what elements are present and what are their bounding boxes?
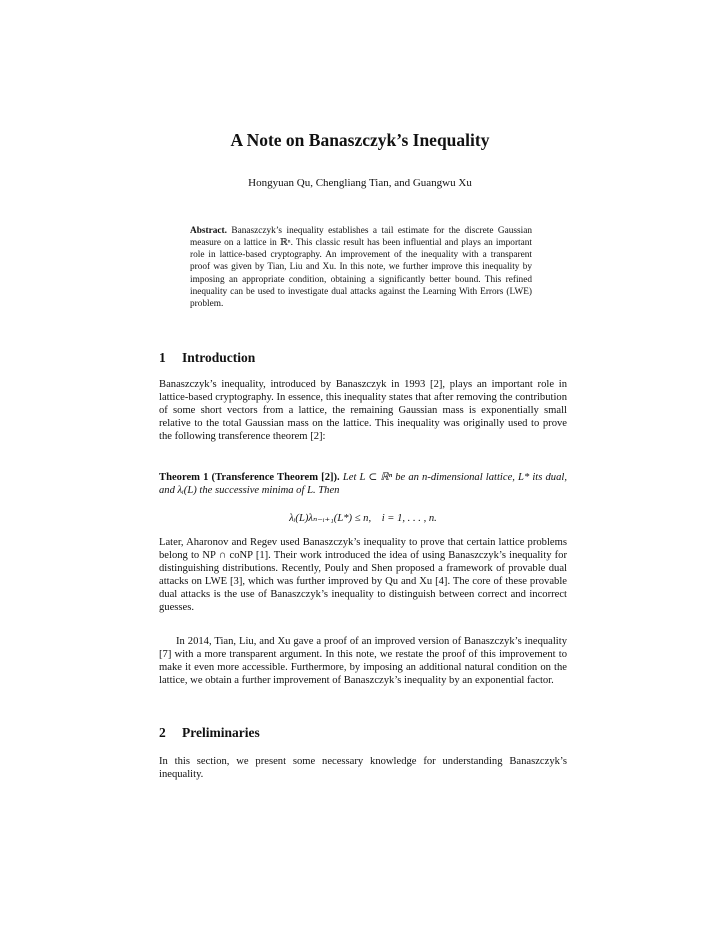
section-title: Preliminaries <box>182 725 260 740</box>
arxiv-watermark <box>14 256 54 676</box>
section-title: Introduction <box>182 350 256 365</box>
introduction-paragraph-1: Banaszczyk’s inequality, introduced by Banaszczyk in 1993 [2], plays an important role in lattice-based cryptography. In essence, this inequality states that after removing the contribution of some short vectors from a lattice, the remaining Gaussian mass is exponentially small relative to the total Gaussian mass on the lattice. This inequality was originally used to prove the following transference theorem [2]: <box>159 379 567 443</box>
introduction-paragraph-2: Later, Aharonov and Regev used Banaszczyk’s inequality to prove that certain lattice problems belong to NP ∩ coNP [1]. Their work introduced the idea of using Banaszczyk’s inequality for distinguishing distributions. Recently, Pouly and Shen proposed a framework of provable dual attacks on LWE [3], which was further improved by Qu and Xu [4]. The core of these provable dual attacks is the use of Banaszczyk’s inequality to distinguish between correct and incorrect guesses. <box>159 537 567 614</box>
preliminaries-paragraph-1: In this section, we present some necessary knowledge for understanding Banaszczyk’s inequality. <box>159 756 567 781</box>
abstract-label: Abstract. <box>190 226 227 236</box>
section-number: 1 <box>159 350 166 365</box>
section-heading-introduction <box>159 350 567 366</box>
abstract <box>190 225 532 310</box>
theorem-1 <box>159 471 567 497</box>
paper-title: A Note on Banaszczyk’s Inequality <box>230 130 490 150</box>
theorem-statement: Let L ⊂ ℝⁿ be an n-dimensional lattice, L* its dual, and λᵢ(L) the successive minima of L. Then <box>159 472 567 497</box>
abstract-text: Banaszczyk’s inequality establishes a tail estimate for the discrete Gaussian measure on a lattice in ℝⁿ. This classic result has been influential and plays an important role in lattice-based cryptography. An improvement of the inequality with a transparent proof was given by Tian, Liu and Xu. In this note, we further improve this inequality by imposing an appropriate condition, obtaining a significantly better bound. This refined inequality can be used to investigate dual attacks against the Learning With Errors (LWE) problem. <box>190 226 533 309</box>
section-heading-preliminaries <box>159 725 567 741</box>
transference-equation: λᵢ(L)λₙ₋ᵢ₊₁(L*) ≤ n, i = 1, . . . , n. <box>289 513 437 524</box>
author-list: Hongyuan Qu, Chengliang Tian, and Guangwu Xu <box>248 177 472 189</box>
theorem-heading: Theorem 1 (Transference Theorem [2]). <box>159 472 340 483</box>
arxiv-watermark-svg <box>14 256 54 676</box>
section-number: 2 <box>159 725 166 740</box>
introduction-paragraph-3: In 2014, Tian, Liu, and Xu gave a proof of an improved version of Banaszczyk’s inequality [7] with a more transparent argument. In this note, we restate the proof of this improvement to make it even more accessible. Furthermore, by imposing an additional natural condition on the lattice, we obtain a further improvement of Banaszczyk’s inequality by an exponential factor. <box>159 636 567 687</box>
